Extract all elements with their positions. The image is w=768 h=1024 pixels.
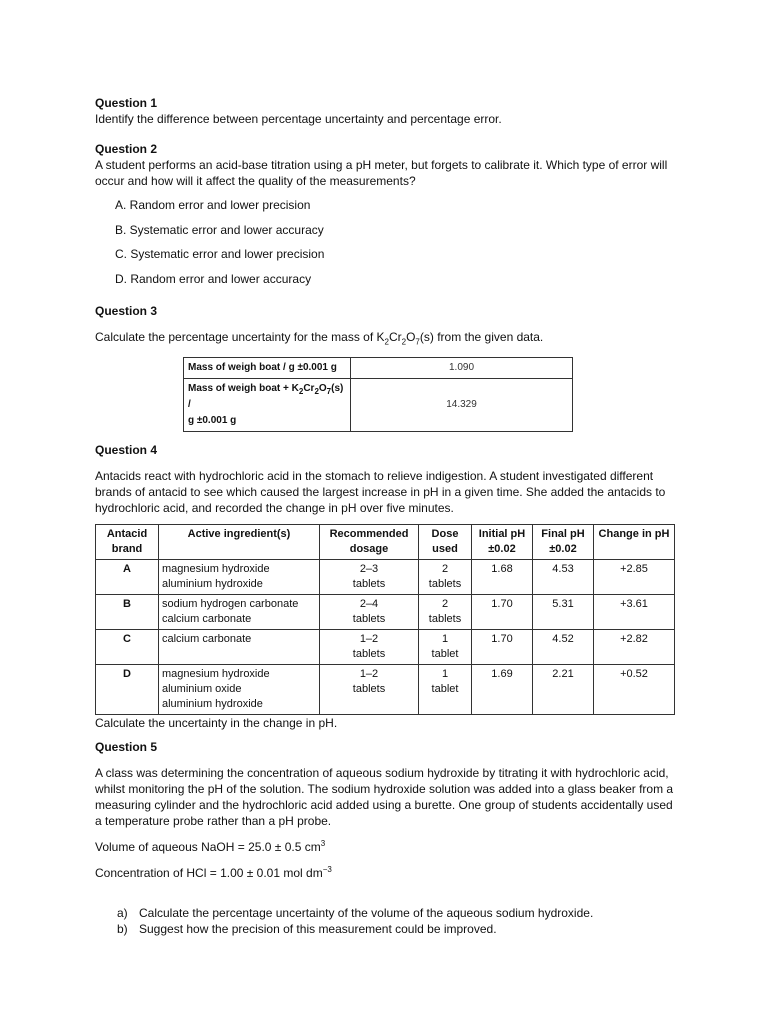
question-1 bbox=[95, 95, 680, 127]
dose-cell: 1 tablet bbox=[419, 665, 472, 715]
header-ingredients: Active ingredient(s) bbox=[159, 525, 320, 560]
question-2-text: A student performs an acid-base titration using a pH meter, but forgets to calibrate it. Which type of error will occur and how will it affect the quality of the measurements? bbox=[95, 158, 668, 188]
change-cell: +2.85 bbox=[594, 560, 675, 595]
table-row bbox=[96, 560, 675, 595]
final-ph-cell: 4.53 bbox=[533, 560, 594, 595]
initial-ph-cell: 1.70 bbox=[472, 630, 533, 665]
question-4-text: Antacids react with hydrochloric acid in the stomach to relieve indigestion. A student investigated different brands of antacid to see which caused the largest increase in pH in a given time. She added the antacids to hydrochloric acid, and recorded the change in pH over five minutes. bbox=[95, 469, 666, 515]
question-1-text: Identify the difference between percentage uncertainty and percentage error. bbox=[95, 112, 502, 126]
ingredients-cell: calcium carbonate bbox=[159, 630, 320, 665]
dose-cell: 2 tablets bbox=[419, 560, 472, 595]
brand-cell: B bbox=[96, 595, 159, 630]
antacid-table bbox=[95, 524, 675, 715]
change-cell: +0.52 bbox=[594, 665, 675, 715]
mass-label-2: Mass of weigh boat + $K_2Cr_2O_7(s)$ / g ±0.001 g bbox=[184, 379, 351, 432]
header-dosage: Recommended dosage bbox=[320, 525, 419, 560]
mass-label-1: Mass of weigh boat / g ±0.001 g bbox=[184, 358, 351, 379]
header-change: Change in pH bbox=[594, 525, 675, 560]
question-2-title: Question 2 bbox=[95, 142, 158, 156]
question-3-title: Question 3 bbox=[95, 304, 158, 318]
header-brand: Antacid brand bbox=[96, 525, 159, 560]
brand-cell: C bbox=[96, 630, 159, 665]
dosage-cell: 2–4 tablets bbox=[320, 595, 419, 630]
ingredients-cell: magnesium hydroxide aluminium oxide aluminium hydroxide bbox=[159, 665, 320, 715]
final-ph-cell: 4.52 bbox=[533, 630, 594, 665]
volume-line: Volume of aqueous NaOH = 25.0 ± 0.5 $cm^3$ bbox=[95, 839, 326, 854]
question-5-parts bbox=[117, 905, 680, 937]
initial-ph-cell: 1.68 bbox=[472, 560, 533, 595]
mass-value-2: 14.329 bbox=[351, 379, 573, 432]
final-ph-cell: 5.31 bbox=[533, 595, 594, 630]
final-ph-cell: 2.21 bbox=[533, 665, 594, 715]
initial-ph-cell: 1.70 bbox=[472, 595, 533, 630]
mass-value-1: 1.090 bbox=[351, 358, 573, 379]
question-5-text: A class was determining the concentration of aqueous sodium hydroxide by titrating it with hydrochloric acid, whilst monitoring the pH of the solution. The sodium hydroxide solution was added into a glass beaker from a measuring cylinder and the hydrochloric acid added using a burette. One group of students accidentally used a temperature probe rather than a pH probe. bbox=[95, 766, 674, 828]
mass-table bbox=[183, 357, 573, 432]
question-4-footer: Calculate the uncertainty in the change in pH. bbox=[95, 716, 338, 730]
table-row bbox=[184, 358, 573, 379]
dosage-cell: 2–3 tablets bbox=[320, 560, 419, 595]
change-cell: +3.61 bbox=[594, 595, 675, 630]
header-initial-ph: Initial pH ±0.02 bbox=[472, 525, 533, 560]
header-final-ph: Final pH ±0.02 bbox=[533, 525, 594, 560]
question-3-text: Calculate the percentage uncertainty for the mass of $K_2Cr_2O_7(s)$ from the given data. bbox=[95, 330, 544, 347]
question-4-title: Question 4 bbox=[95, 443, 158, 457]
question-2 bbox=[95, 141, 680, 295]
ingredients-cell: magnesium hydroxide aluminium hydroxide bbox=[159, 560, 320, 595]
table-row bbox=[96, 630, 675, 665]
table-row bbox=[184, 379, 573, 432]
question-2-options bbox=[115, 197, 680, 295]
option-d: D. Random error and lower accuracy bbox=[115, 271, 312, 286]
question-4 bbox=[95, 442, 680, 731]
dose-cell: 1 tablet bbox=[419, 630, 472, 665]
brand-cell: D bbox=[96, 665, 159, 715]
dosage-cell: 1–2 tablets bbox=[320, 665, 419, 715]
question-1-title: Question 1 bbox=[95, 96, 158, 110]
dose-cell: 2 tablets bbox=[419, 595, 472, 630]
question-5-title: Question 5 bbox=[95, 740, 158, 754]
dosage-cell: 1–2 tablets bbox=[320, 630, 419, 665]
header-dose: Dose used bbox=[419, 525, 472, 560]
worksheet bbox=[95, 95, 680, 937]
part-a: a) Calculate the percentage uncertainty of the volume of the aqueous sodium hydroxide. bbox=[117, 906, 594, 920]
option-b: B. Systematic error and lower accuracy bbox=[115, 222, 324, 237]
concentration-line: Concentration of HCl = 1.00 ± 0.01 mol $dm^{-3}$ bbox=[95, 865, 332, 880]
question-5 bbox=[95, 739, 680, 937]
question-3 bbox=[95, 303, 680, 432]
table-row bbox=[96, 665, 675, 715]
part-b: b) Suggest how the precision of this measurement could be improved. bbox=[117, 922, 497, 936]
initial-ph-cell: 1.69 bbox=[472, 665, 533, 715]
brand-cell: A bbox=[96, 560, 159, 595]
table-header-row bbox=[96, 525, 675, 560]
option-c: C. Systematic error and lower precision bbox=[115, 247, 325, 261]
change-cell: +2.82 bbox=[594, 630, 675, 665]
table-row bbox=[96, 595, 675, 630]
option-a: A. Random error and lower precision bbox=[115, 198, 311, 212]
ingredients-cell: sodium hydrogen carbonate calcium carbonate bbox=[159, 595, 320, 630]
